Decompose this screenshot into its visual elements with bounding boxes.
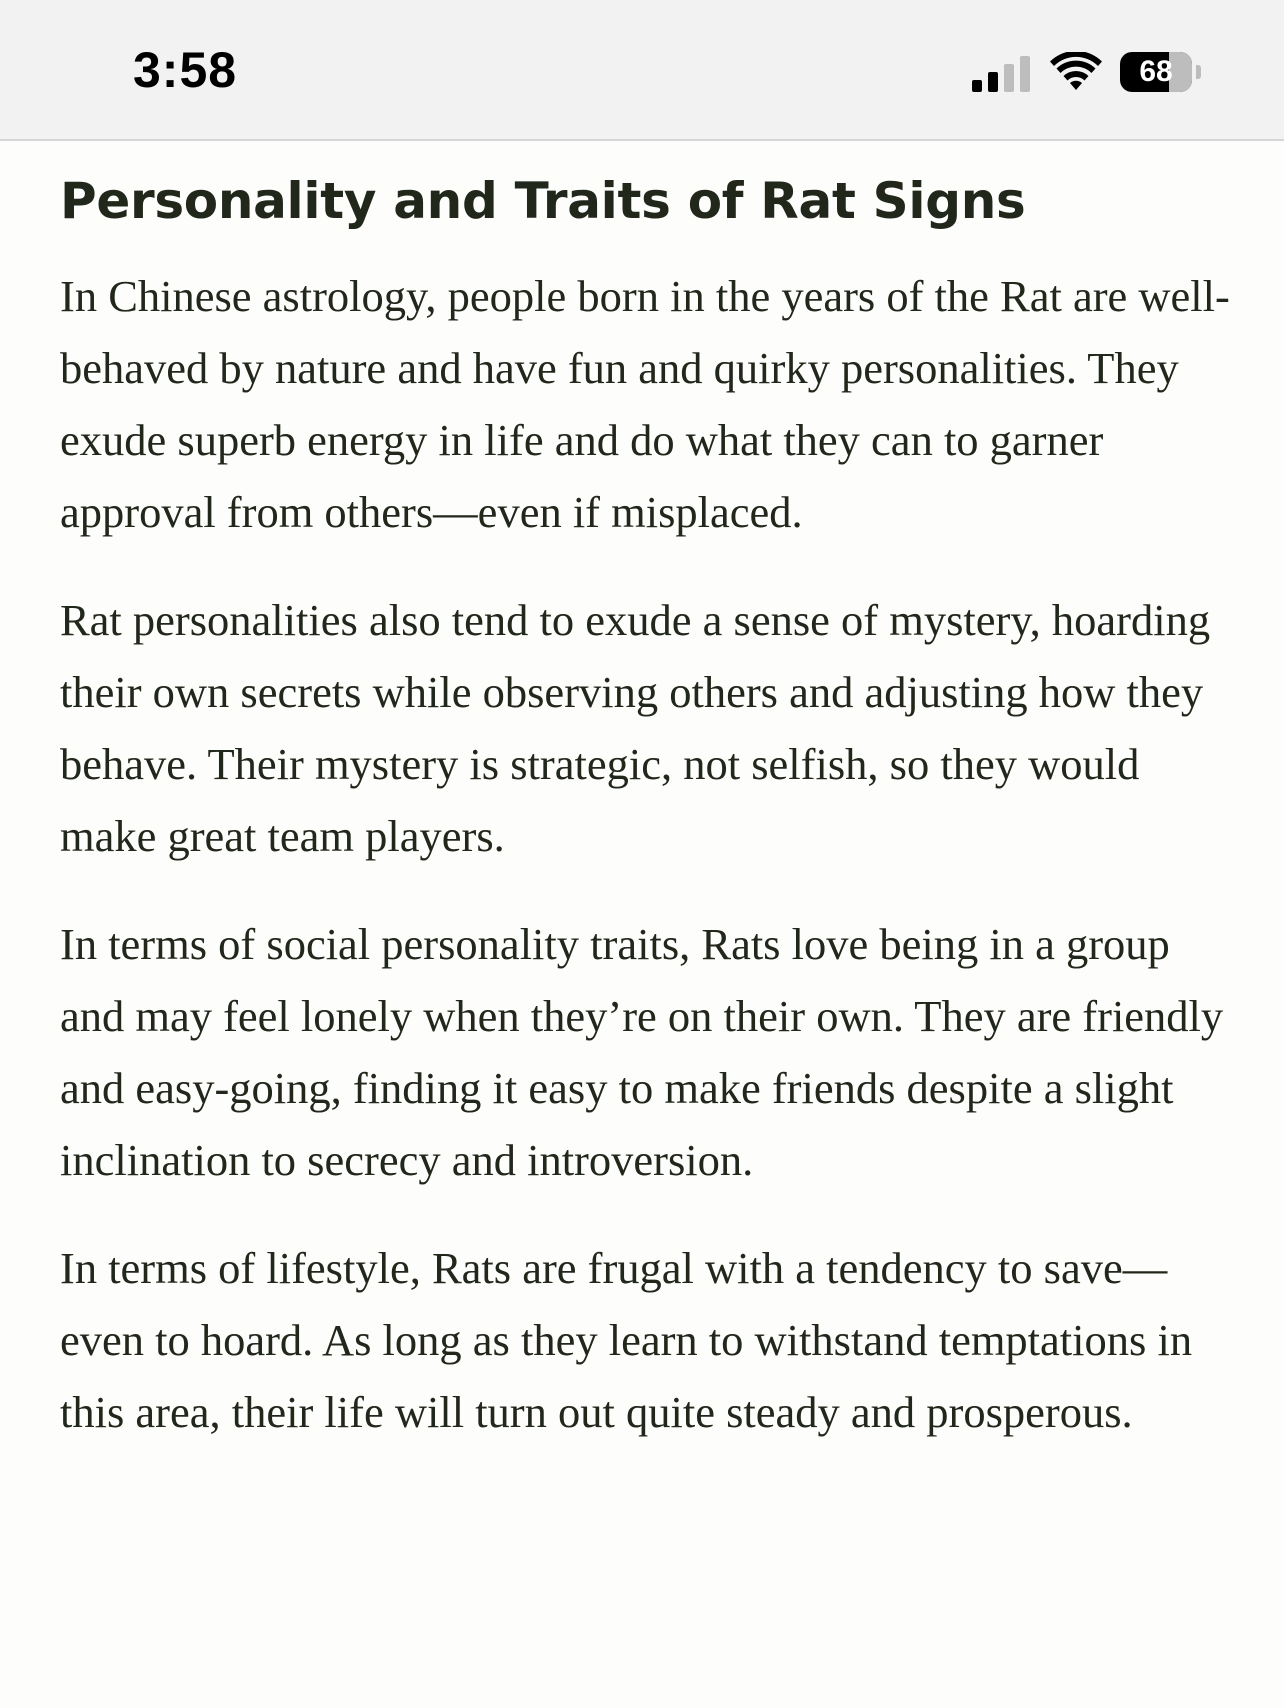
battery-cap [1196, 65, 1201, 79]
battery-body [1120, 52, 1192, 92]
article-paragraph-4: In terms of lifestyle, Rats are frugal with a tendency to save—even to hoard. As long as they learn to withstand temptations in this area, their life will turn out quite steady and prosperous. [60, 1243, 1193, 1437]
article-content [60, 141, 1240, 1448]
article-paragraph-2: Rat personalities also tend to exude a sense of mystery, hoarding their own secrets while observing others and adjusting how they behave. Their mystery is strategic, not selfish, so they would make great team players. [60, 595, 1211, 861]
cellular-signal-icon [972, 56, 1032, 92]
battery-icon [1120, 52, 1200, 92]
battery-level: 68 [1139, 55, 1173, 88]
article-heading: Personality and Traits of Rat Signs [60, 172, 1026, 230]
status-bar [0, 0, 1284, 141]
article-paragraph-3: In terms of social personality traits, Rats love being in a group and may feel lonely when they’re on their own. They are friendly and easy-going, finding it easy to make friends despite a slight inclination to secrecy and introversion. [60, 919, 1224, 1185]
article-paragraph-1: In Chinese astrology, people born in the years of the Rat are well-behaved by nature and have fun and quirky personalities. They exude superb energy in life and do what they can to garner approval from others—even if misplaced. [60, 271, 1230, 537]
wifi-icon [1050, 52, 1102, 92]
status-time: 3:58 [133, 42, 238, 98]
